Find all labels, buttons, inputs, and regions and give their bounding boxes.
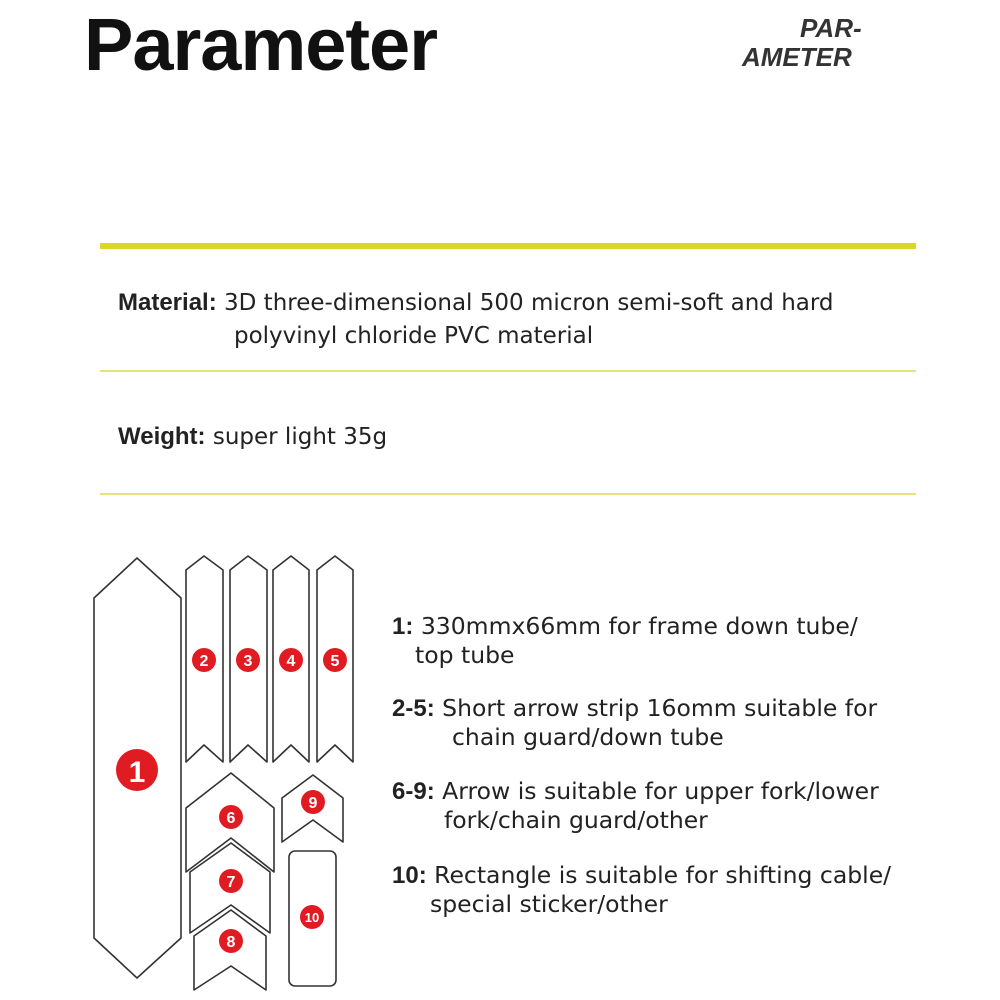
sticker-layout-diagram	[0, 540, 380, 1000]
legend-item-1	[392, 612, 858, 670]
section-divider	[100, 243, 916, 249]
legend-text: Rectangle is suitable for shifting cable/	[434, 861, 892, 889]
legend-item-10	[392, 861, 891, 919]
badge-label-2: 2	[199, 653, 209, 670]
legend-item-6-9	[392, 777, 879, 835]
badge-label-9: 9	[308, 795, 318, 812]
legend-number: 10:	[392, 862, 427, 889]
spec-divider	[100, 370, 916, 372]
logo-line-2: AMETER	[742, 42, 852, 72]
logo-line-1: PAR-	[800, 13, 862, 43]
legend-number: 6-9:	[392, 778, 435, 805]
legend-number: 1:	[392, 613, 414, 640]
legend-number: 2-5:	[392, 695, 435, 722]
badge-label-4: 4	[286, 653, 296, 670]
badge-label-5: 5	[330, 653, 340, 670]
spec-key: Material:	[118, 289, 217, 316]
legend-text: 330mmx66mm for frame down tube/	[420, 612, 858, 640]
legend-text-continued: special sticker/other	[430, 890, 668, 918]
badge-label-8: 8	[226, 934, 236, 951]
spec-weight	[118, 420, 387, 454]
spec-value-continued: polyvinyl chloride PVC material	[234, 323, 594, 349]
spec-divider	[100, 493, 916, 495]
badge-label-1: 1	[128, 756, 146, 789]
page-title: Parameter	[84, 3, 438, 86]
legend-text-continued: fork/chain guard/other	[444, 806, 708, 834]
spec-material	[118, 286, 834, 353]
legend-text-continued: chain guard/down tube	[452, 723, 724, 751]
legend-text-continued: top tube	[415, 641, 515, 669]
badge-label-7: 7	[226, 874, 236, 891]
legend-text: Arrow is suitable for upper fork/lower	[442, 777, 879, 805]
legend-text: Short arrow strip 16omm suitable for	[442, 694, 878, 722]
spec-value: 3D three-dimensional 500 micron semi-soft and hard	[224, 290, 834, 316]
badge-label-10: 10	[304, 910, 320, 925]
legend-item-2-5	[392, 694, 877, 752]
badge-label-3: 3	[243, 653, 253, 670]
badge-label-6: 6	[226, 810, 236, 827]
spec-key: Weight:	[118, 423, 206, 450]
brand-logo	[738, 14, 878, 72]
spec-value: super light 35g	[212, 424, 388, 450]
